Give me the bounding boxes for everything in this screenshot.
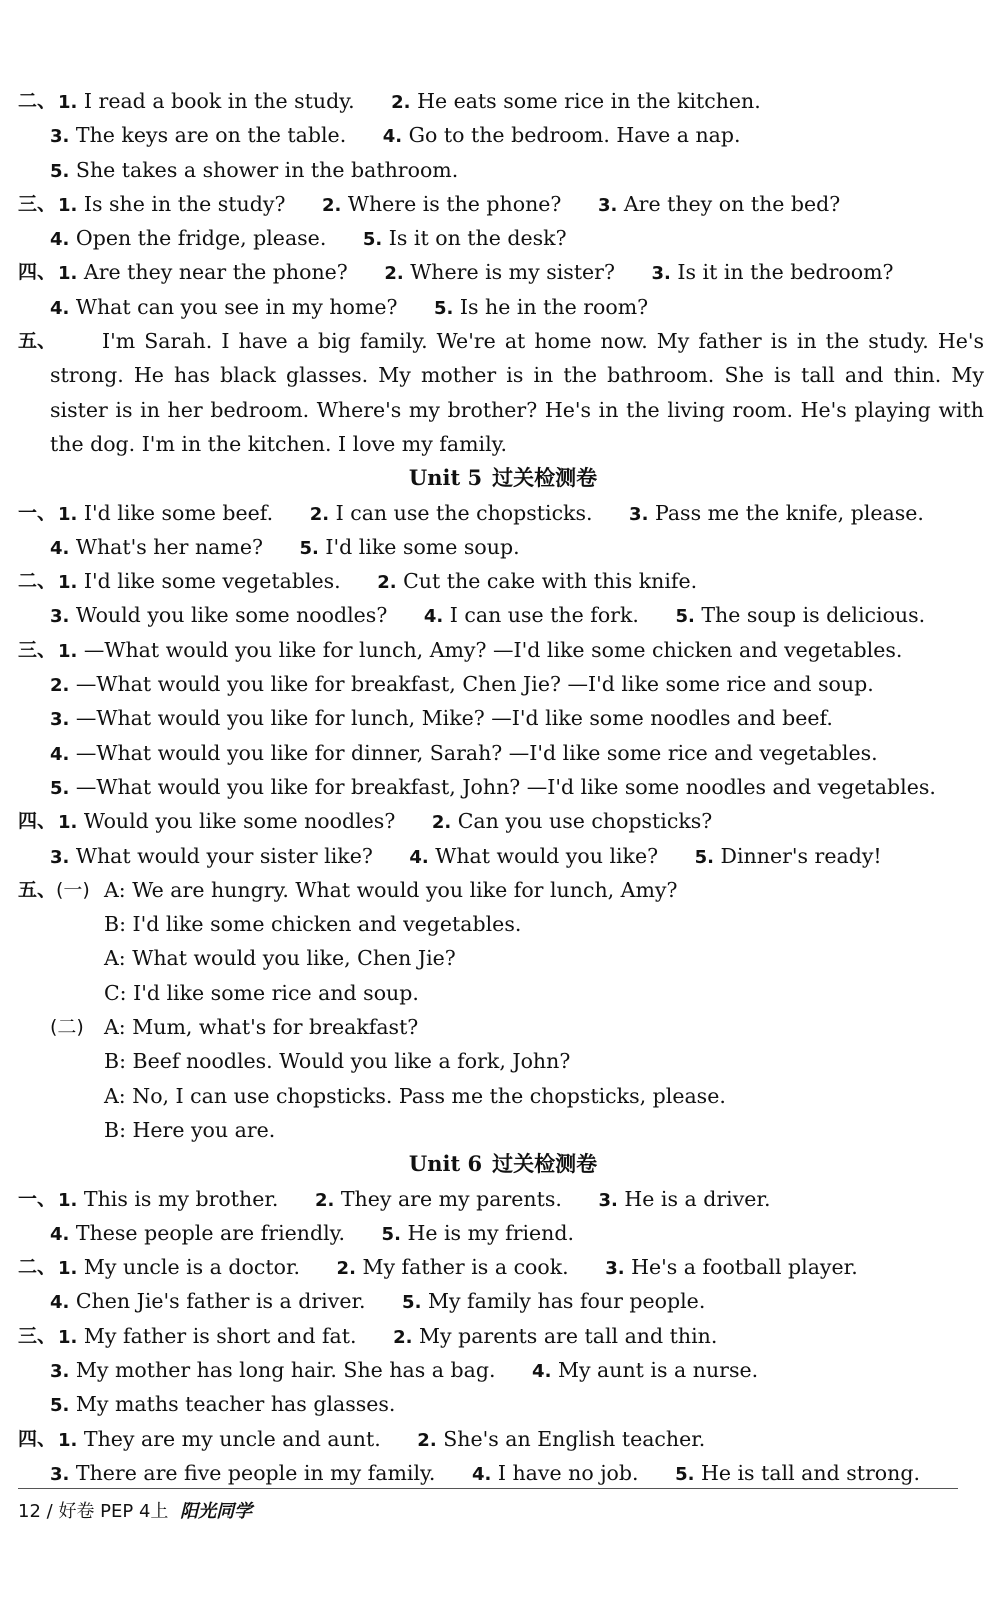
section-label: 二、 (18, 1256, 57, 1279)
section-label: 四、 (18, 810, 57, 833)
answer-line: 二、 1. I'd like some vegetables. 2. Cut the cake with this knife. (18, 564, 988, 598)
answer-line: 4. —What would you like for dinner, Sarah? —I'd like some rice and vegetables. (50, 740, 878, 765)
dialogue-line: (二) A: Mum, what's for breakfast? (18, 1010, 988, 1044)
answer-line: 二、 1. My uncle is a doctor. 2. My father is a cook. 3. He's a football player. (18, 1250, 988, 1284)
section-label: 一、 (18, 501, 57, 524)
dialogue-line: 五、(一) A: We are hungry. What would you like for lunch, Amy? (18, 873, 988, 907)
subsection-label: (二) (50, 1016, 84, 1039)
book-title: 好卷 PEP 4上 (58, 1501, 169, 1522)
answer-line: 3. My mother has long hair. She has a bag. 4. My aunt is a nurse. (50, 1357, 759, 1382)
unit-title: Unit 5 过关检测卷 (408, 465, 598, 491)
section-label: 二、 (18, 570, 57, 593)
answer-line: 一、 1. This is my brother. 2. They are my parents. 3. He is a driver. (18, 1182, 988, 1216)
answer-line: 四、 1. Would you like some noodles? 2. Can you use chopsticks? (18, 804, 988, 838)
answer-line: 3. Would you like some noodles? 4. I can use the fork. 5. The soup is delicious. (50, 603, 926, 628)
passage (18, 324, 988, 461)
section-label: 三、 (18, 1324, 57, 1347)
dialogue-line: C: I'd like some rice and soup. (104, 980, 419, 1005)
answer-line: 3. What would your sister like? 4. What would you like? 5. Dinner's ready! (50, 843, 882, 868)
section-label: 五、(一) (18, 878, 90, 901)
answer-line: 4. What's her name? 5. I'd like some soup. (50, 534, 520, 559)
dialogue-line: B: I'd like some chicken and vegetables. (104, 912, 522, 937)
answer-line: 一、 1. I'd like some beef. 2. I can use the chopsticks. 3. Pass me the knife, please. (18, 496, 988, 530)
section-label: 四、 (18, 261, 57, 284)
answer-line: 3. The keys are on the table. 4. Go to the bedroom. Have a nap. (50, 123, 741, 148)
answer-line: 四、 1. Are they near the phone? 2. Where is my sister? 3. Is it in the bedroom? (18, 255, 988, 289)
answer-line: 3. —What would you like for lunch, Mike? —I'd like some noodles and beef. (50, 706, 833, 731)
answer-line: 5. She takes a shower in the bathroom. (50, 157, 459, 182)
answer-line: 3. There are five people in my family. 4. I have no job. 5. He is tall and strong. (50, 1460, 920, 1485)
answer-line: 4. What can you see in my home? 5. Is he in the room? (50, 294, 649, 319)
page-number: 12 (18, 1501, 41, 1522)
brand-logo: 阳光同学 (180, 1501, 253, 1522)
dialogue-line: A: No, I can use chopsticks. Pass me the chopsticks, please. (104, 1083, 726, 1108)
answer-line: 三、 1. Is she in the study? 2. Where is the phone? 3. Are they on the bed? (18, 187, 988, 221)
answer-line: 4. Chen Jie's father is a driver. 5. My family has four people. (50, 1289, 706, 1314)
section-label: 三、 (18, 638, 57, 661)
dialogue-line: B: Beef noodles. Would you like a fork, John? (104, 1049, 571, 1074)
answer-line: 二、 1. I read a book in the study. 2. He eats some rice in the kitchen. (18, 84, 988, 118)
page-footer: 12 / 好卷 PEP 4上 阳光同学 (18, 1488, 958, 1537)
section-label: 五、 (18, 330, 57, 353)
section-label: 二、 (18, 90, 57, 112)
answer-line: 三、 1. My father is short and fat. 2. My parents are tall and thin. (18, 1319, 988, 1353)
section-label: 四、 (18, 1427, 57, 1450)
answer-line: 四、 1. They are my uncle and aunt. 2. She's an English teacher. (18, 1422, 988, 1456)
dialogue-line: B: Here you are. (104, 1117, 276, 1142)
answer-line: 4. These people are friendly. 5. He is my friend. (50, 1220, 575, 1245)
unit-title: Unit 6 过关检测卷 (408, 1151, 598, 1177)
answer-line: 5. —What would you like for breakfast, John? —I'd like some noodles and vegetables. (50, 774, 936, 799)
section-label: 一、 (18, 1187, 57, 1210)
answer-line: 2. —What would you like for breakfast, Chen Jie? —I'd like some rice and soup. (50, 672, 874, 697)
section-label: 三、 (18, 192, 57, 215)
answer-line: 5. My maths teacher has glasses. (50, 1392, 396, 1417)
answer-page (18, 84, 988, 1490)
passage-text: I'm Sarah. I have a big family. We're at home now. My father is in the study. He's strong. He has black glasses. My mother is in the bathroom. She is tall and thin. My sister is in her bedroom. Where's my brother? He's in the living room. He's playing with the dog. I'm in the kitchen. I love my family. (50, 329, 984, 456)
answer-line: 4. Open the fridge, please. 5. Is it on the desk? (50, 226, 567, 251)
dialogue-line: A: What would you like, Chen Jie? (104, 946, 456, 971)
answer-line: 三、 1. —What would you like for lunch, Amy? —I'd like some chicken and vegetables. (18, 633, 988, 667)
